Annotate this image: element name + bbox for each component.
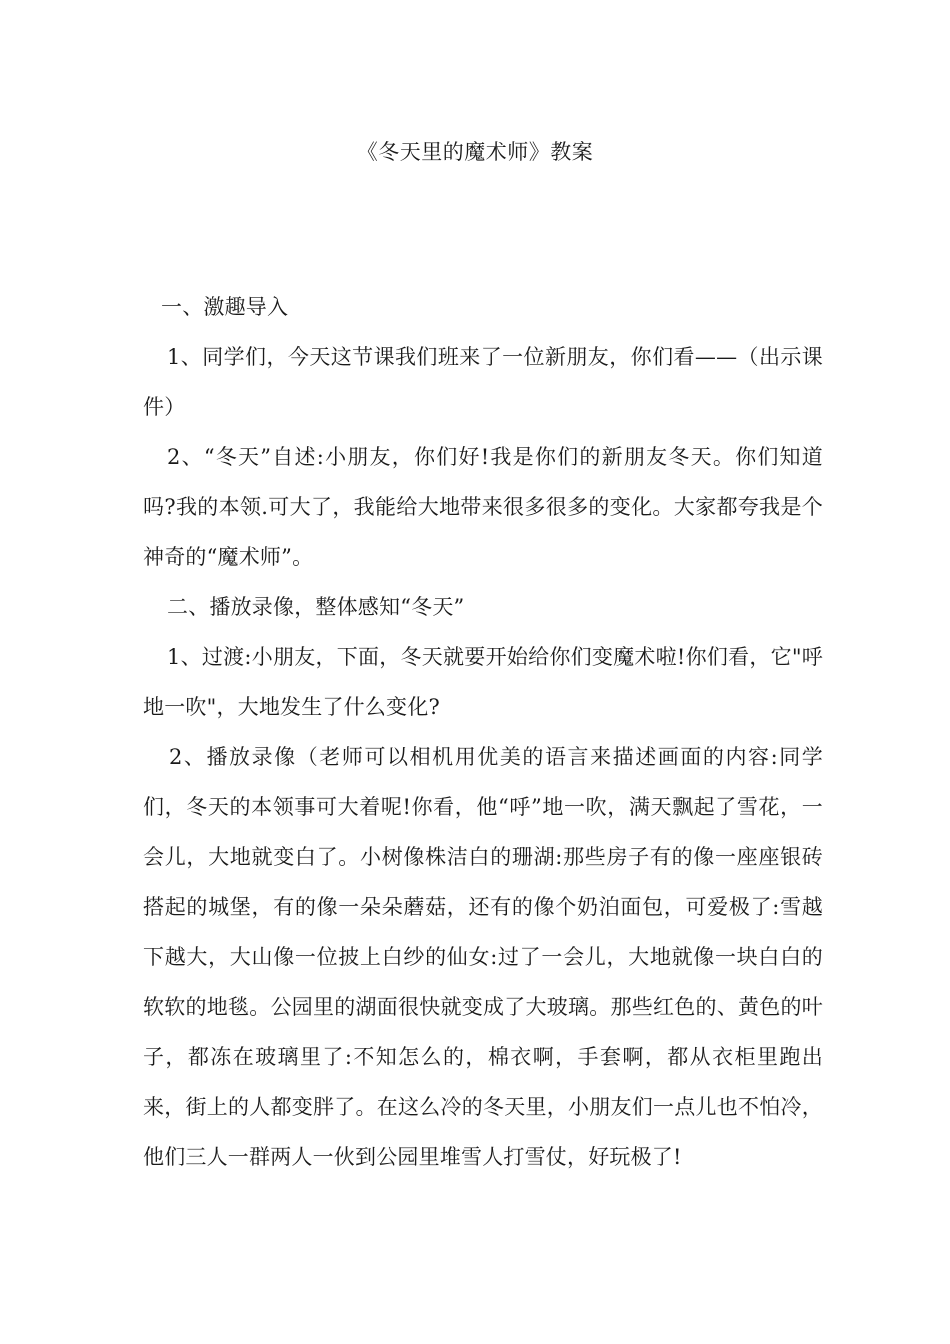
paragraph-1-1: 1、同学们，今天这节课我们班来了一位新朋友，你们看——（出示课件）: [143, 345, 823, 419]
paragraph-1-2: 2、“冬天”自述:小朋友，你们好!我是你们的新朋友冬天。你们知道吗?我的本领.可大了，我能给大地带来很多很多的变化。大家都夸我是个神奇的“魔术师”。: [143, 445, 823, 569]
section-heading-2: 二、播放录像，整体感知“冬天”: [167, 595, 465, 619]
paragraph-2-1: 1、过渡:小朋友，下面，冬天就要开始给你们变魔术啦!你们看，它"呼地一吹"，大地发生了什么变化?: [143, 645, 823, 719]
document-body: [143, 282, 823, 1182]
paragraph-2-2: 2、播放录像（老师可以相机用优美的语言来描述画面的内容:同学们，冬天的本领事可大着呢!你看，他“呼”地一吹，满天飘起了雪花，一会儿，大地就变白了。小树像株洁白的珊湖:那些房子有的像一座座银砖搭起的城堡，有的像一朵朵蘑菇，还有的像个奶泊面包，可爱极了:雪越下越大，大山像一位披上白纱的仙女:过了一会儿，大地就像一块白白的软软的地毯。公园里的湖面很快就变成了大玻璃。那些红色的、黄色的叶子，都冻在玻璃里了:不知怎么的，棉衣啊，手套啊，都从衣柜里跑出来，街上的人都变胖了。在这么冷的冬天里，小朋友们一点儿也不怕冷，他们三人一群两人一伙到公园里堆雪人打雪仗，好玩极了!: [143, 745, 823, 1169]
document-title: 《冬天里的魔术师》教案: [356, 140, 594, 164]
section-heading-1: 一、激趣导入: [161, 295, 289, 319]
